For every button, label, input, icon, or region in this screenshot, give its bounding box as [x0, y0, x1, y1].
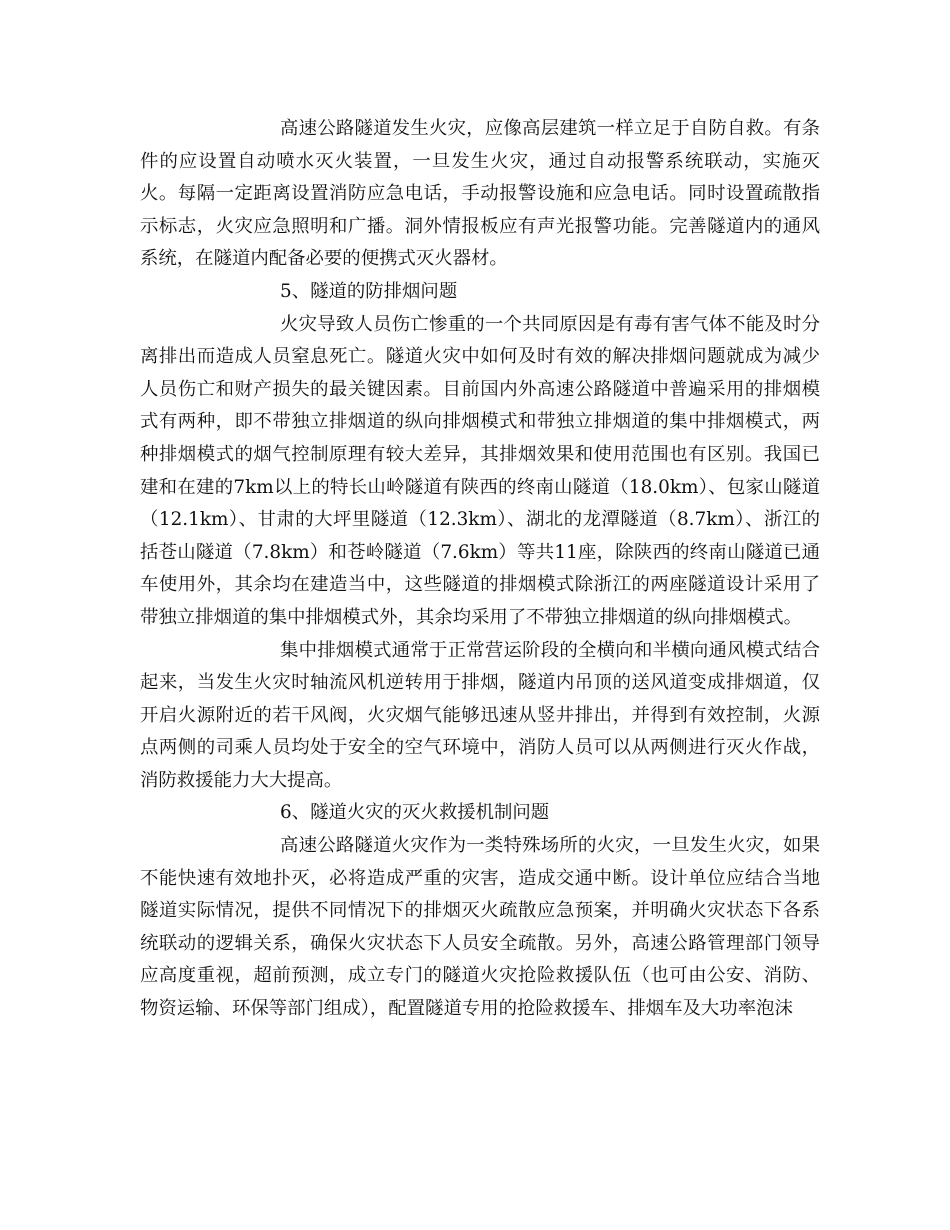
- section-heading-smoke-control: 5、隧道的防排烟问题: [280, 280, 458, 302]
- paragraph-smoke-exhaust-modes: 火灾导致人员伤亡惨重的一个共同原因是有毒有害气体不能及时分离排出而造成人员窒息死亡。隧道火灾中如何及时有效的解决排烟问题就成为减少人员伤亡和财产损失的最关键因素。目前国内外高速公路隧道中普遍采用的排烟模式有两种，即不带独立排烟道的纵向排烟模式和带独立排烟道的集中排烟模式，两种排烟模式的烟气控制原理有较大差异，其排烟效果和使用范围也有区别。我国已建和在建的7km以上的特长山岭隧道有陕西的终南山隧道（18.0km）、包家山隧道（12.1km）、甘肃的大坪里隧道（12.3km）、湖北的龙潭隧道（8.7km）、浙江的括苍山隧道（7.8km）和苍岭隧道（7.6km）等共11座，除陕西的终南山隧道已通车使用外，其余均在建造当中，这些隧道的排烟模式除浙江的两座隧道设计采用了带独立排烟道的集中排烟模式外，其余均采用了不带独立排烟道的纵向排烟模式。: [140, 313, 820, 628]
- section-heading-rescue-mechanism: 6、隧道火灾的灭火救援机制问题: [280, 802, 550, 824]
- paragraph-rescue-mechanism: 高速公路隧道火灾作为一类特殊场所的火灾，一旦发生火灾，如果不能快速有效地扑灭，必将造成严重的灾害，造成交通中断。设计单位应结合当地隧道实际情况，提供不同情况下的排烟灭火疏散应急预案，并明确火灾状态下各系统联动的逻辑关系，确保火灾状态下人员安全疏散。另外，高速公路管理部门领导应高度重视，超前预测，成立专门的隧道火灾抢险救援队伍（也可由公安、消防、物资运输、环保等部门组成），配置隧道专用的抢险救援车、排烟车及大功率泡沫: [140, 835, 820, 1020]
- document-body: [140, 113, 820, 1026]
- paragraph-centralized-exhaust: 集中排烟模式通常于正常营运阶段的全横向和半横向通风模式结合起来，当发生火灾时轴流风机逆转用于排烟，隧道内吊顶的送风道变成排烟道，仅开启火源附近的若干风阀，火灾烟气能够迅速从竖井排出，并得到有效控制，火源点两侧的司乘人员均处于安全的空气环境中，消防人员可以从两侧进行灭火作战，消防救援能力大大提高。: [140, 639, 820, 791]
- paragraph-fire-self-rescue: 高速公路隧道发生火灾，应像高层建筑一样立足于自防自救。有条件的应设置自动喷水灭火装置，一旦发生火灾，通过自动报警系统联动，实施灭火。每隔一定距离设置消防应急电话，手动报警设施和应急电话。同时设置疏散指示标志，火灾应急照明和广播。洞外情报板应有声光报警功能。完善隧道内的通风系统，在隧道内配备必要的便携式灭火器材。: [140, 118, 820, 270]
